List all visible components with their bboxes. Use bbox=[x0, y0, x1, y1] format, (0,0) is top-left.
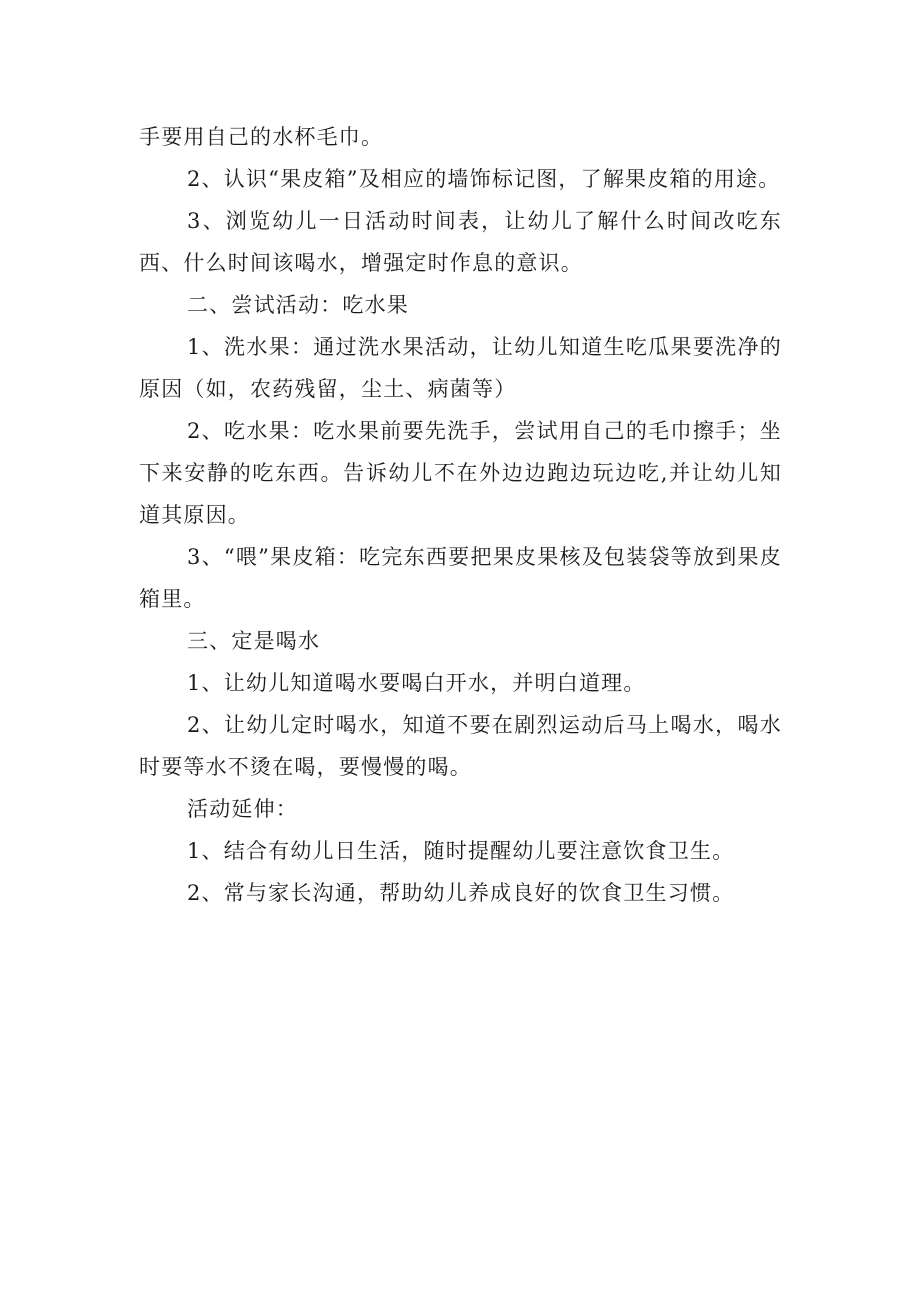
section-heading-extension: 活动延伸： bbox=[187, 797, 298, 821]
paragraph-item-2-fruit-bin: 2、认识“果皮箱”及相应的墙饰标记图，了解果皮箱的用途。 bbox=[187, 167, 781, 191]
paragraph-eat-fruit: 2、吃水果：吃水果前要先洗手，尝试用自己的毛巾擦手；坐下来安静的吃东西。告诉幼儿不在外边边跑边玩边吃,并让幼儿知道其原因。 bbox=[139, 419, 782, 527]
paragraph-wash-fruit: 1、洗水果：通过洗水果活动，让幼儿知道生吃瓜果要洗净的原因（如，农药残留，尘土、病菌等） bbox=[139, 335, 782, 401]
paragraph-extension-2: 2、常与家长沟通，帮助幼儿养成良好的饮食卫生习惯。 bbox=[187, 881, 735, 905]
section-heading-3: 三、定是喝水 bbox=[187, 629, 321, 653]
paragraph-feed-bin: 3、“喂”果皮箱：吃完东西要把果皮果核及包装袋等放到果皮箱里。 bbox=[139, 545, 782, 611]
document-body bbox=[139, 116, 782, 914]
paragraph-timed-drinking: 2、让幼儿定时喝水，知道不要在剧烈运动后马上喝水，喝水时要等水不烫在喝，要慢慢的喝。 bbox=[139, 713, 782, 779]
paragraph-continuation: 手要用自己的水杯毛巾。 bbox=[139, 125, 384, 149]
paragraph-boiled-water: 1、让幼儿知道喝水要喝白开水，并明白道理。 bbox=[187, 671, 646, 695]
section-heading-2: 二、尝试活动：吃水果 bbox=[187, 293, 409, 317]
paragraph-extension-1: 1、结合有幼儿日生活，随时提醒幼儿要注意饮食卫生。 bbox=[187, 839, 735, 863]
paragraph-item-3-schedule: 3、浏览幼儿一日活动时间表，让幼儿了解什么时间改吃东西、什么时间该喝水，增强定时作息的意识。 bbox=[139, 209, 782, 275]
